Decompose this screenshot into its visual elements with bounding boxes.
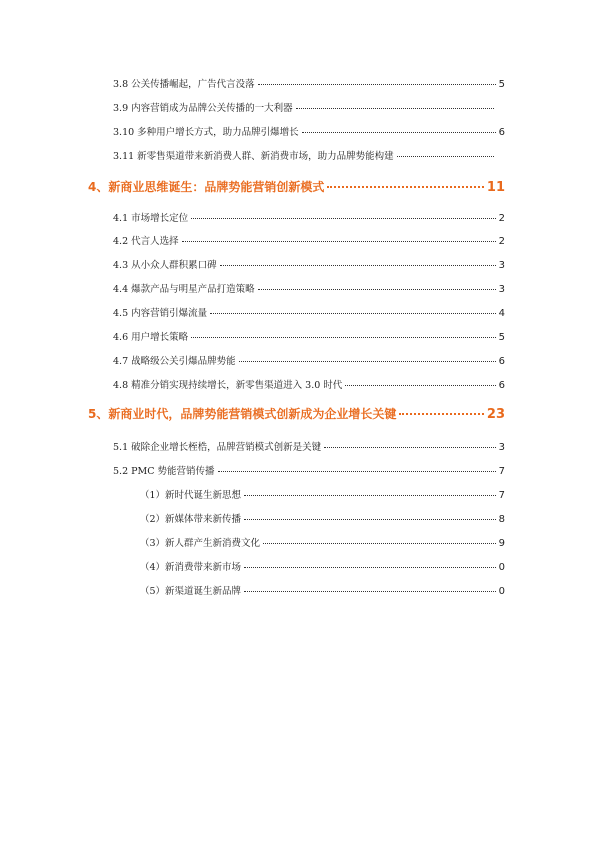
dot-leader	[244, 495, 496, 496]
toc-entry-page: 0	[498, 586, 505, 597]
dot-leader	[220, 265, 496, 266]
toc-entry-label: （4）新消费带来新市场	[140, 562, 242, 573]
dot-leader	[182, 241, 496, 242]
dot-leader	[324, 447, 495, 448]
toc-entry-4-5[interactable]	[113, 305, 505, 319]
toc-entry-label: 4.7 战略级公关引爆品牌势能	[113, 356, 236, 367]
dot-leader	[218, 471, 496, 472]
dot-leader	[258, 84, 496, 85]
toc-entry-label: （5）新渠道诞生新品牌	[140, 586, 242, 597]
toc-entry-label: （2）新媒体带来新传播	[140, 514, 242, 525]
toc-entry-3-11[interactable]	[113, 148, 497, 162]
toc-entry-4-7[interactable]	[113, 353, 505, 367]
toc-chapter-page: 23	[486, 407, 505, 422]
toc-entry-label: 4.5 内容营销引爆流量	[113, 308, 208, 319]
toc-entry-label: 5.2 PMC 势能营销传播	[113, 466, 215, 477]
toc-entry-label: 4.2 代言人选择	[113, 236, 179, 247]
toc-chapter-5[interactable]	[88, 405, 505, 422]
toc-entry-page: 4	[498, 308, 505, 319]
dot-leader	[327, 186, 484, 188]
toc-entry-5-2-5[interactable]	[140, 583, 505, 597]
toc-entry-4-8[interactable]	[113, 377, 505, 391]
toc-entry-page: 0	[498, 562, 505, 573]
toc-entry-label: 4.6 用户增长策略	[113, 332, 189, 343]
toc-entry-label: （3）新人群产生新消费文化	[140, 538, 261, 549]
toc-entry-page: 3	[498, 442, 505, 453]
toc-entry-label: 4.8 精准分销实现持续增长，新零售渠道进入 3.0 时代	[113, 380, 343, 391]
dot-leader	[345, 385, 495, 386]
toc-entry-5-2-2[interactable]	[140, 511, 505, 525]
toc-entry-5-2[interactable]	[113, 463, 505, 477]
toc-entry-5-2-1[interactable]	[140, 487, 505, 501]
toc-entry-page: 9	[498, 538, 505, 549]
dot-leader	[296, 108, 494, 109]
toc-entry-label: 4.3 从小众人群积累口碑	[113, 260, 217, 271]
toc-chapter-4[interactable]	[88, 178, 505, 195]
toc-entry-page: 6	[498, 380, 505, 391]
toc-entry-page: 2	[498, 213, 505, 224]
toc-entry-label: （1）新时代诞生新思想	[140, 490, 242, 501]
toc-entry-page: 6	[498, 127, 505, 138]
toc-entry-label: 4.4 爆款产品与明星产品打造策略	[113, 284, 255, 295]
toc-entry-page: 5	[498, 79, 505, 90]
dot-leader	[244, 519, 496, 520]
toc-entry-label: 3.8 公关传播崛起，广告代言没落	[113, 79, 255, 90]
dot-leader	[263, 543, 496, 544]
dot-leader	[302, 132, 496, 133]
toc-entry-page: 5	[498, 332, 505, 343]
toc-entry-4-2[interactable]	[113, 233, 505, 247]
dot-leader	[399, 413, 484, 415]
toc-entry-label: 3.9 内容营销成为品牌公关传播的一大利器	[113, 103, 293, 114]
toc-entry-page: 8	[498, 514, 505, 525]
dot-leader	[210, 313, 495, 314]
dot-leader	[244, 567, 496, 568]
toc-entry-4-3[interactable]	[113, 257, 505, 271]
toc-entry-page: 2	[498, 236, 505, 247]
toc-entry-3-8[interactable]	[113, 76, 505, 90]
toc-entry-label: 3.11 新零售渠道带来新消费人群、新消费市场，助力品牌势能构建	[113, 151, 394, 162]
toc-entry-page: 7	[498, 490, 505, 501]
toc-entry-4-1[interactable]	[113, 210, 505, 224]
toc-entry-3-9[interactable]	[113, 100, 497, 114]
toc-entry-3-10[interactable]	[113, 124, 505, 138]
toc-entry-4-4[interactable]	[113, 281, 505, 295]
toc-entry-5-2-4[interactable]	[140, 559, 505, 573]
toc-entry-label: 4.1 市场增长定位	[113, 213, 189, 224]
toc-entry-5-2-3[interactable]	[140, 535, 505, 549]
toc-entry-4-6[interactable]	[113, 329, 505, 343]
toc-chapter-label: 4、新商业思维诞生：品牌势能营销创新模式	[88, 180, 325, 194]
dot-leader	[244, 591, 496, 592]
toc-entry-page: 7	[498, 466, 505, 477]
dot-leader	[191, 337, 495, 338]
dot-leader	[239, 361, 496, 362]
toc-entry-label: 3.10 多种用户增长方式，助力品牌引爆增长	[113, 127, 299, 138]
dot-leader	[397, 156, 494, 157]
toc-chapter-page: 11	[486, 180, 505, 195]
dot-leader	[258, 289, 496, 290]
toc-entry-page: 6	[498, 356, 505, 367]
dot-leader	[191, 218, 495, 219]
toc-entry-page: 3	[498, 260, 505, 271]
toc-entry-page: 3	[498, 284, 505, 295]
toc-entry-5-1[interactable]	[113, 439, 505, 453]
toc-entry-label: 5.1 破除企业增长桎梏，品牌营销模式创新是关键	[113, 442, 322, 453]
toc-chapter-label: 5、新商业时代，品牌势能营销模式创新成为企业增长关键	[88, 407, 397, 421]
